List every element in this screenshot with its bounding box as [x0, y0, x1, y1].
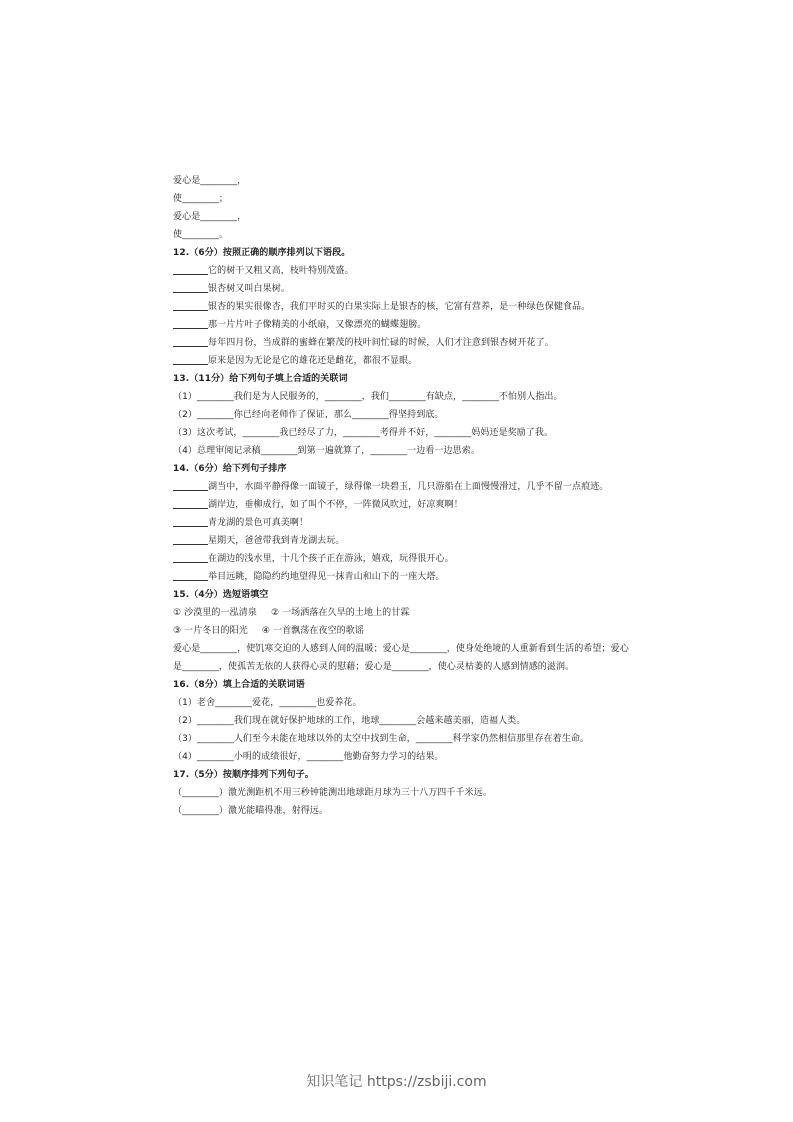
answer-blank[interactable]: [173, 282, 208, 293]
answer-blank[interactable]: [173, 336, 208, 347]
q15-paragraph: 爱心是________，使饥寒交迫的人感到人间的温暖；爱心是________，使身处绝境的人重新看到生活的希望；爱心是________，使孤苦无依的人获得心灵的慰藉；爱心是________，使心灵枯萎的人感到情感的滋润。: [173, 644, 629, 672]
answer-blank[interactable]: [173, 498, 208, 509]
option: ③ 一片冬日的阳光: [173, 626, 248, 636]
q16-item: （1）老舍________爱花，________也爱养花。: [173, 698, 362, 708]
q16-item: （2）________我们现在就好保护地球的工作，地球________会越来越美丽，造福人类。: [173, 716, 526, 726]
text-line: 爱心是________，: [173, 212, 247, 222]
q14-item: 在湖边的浅水里，十几个孩子正在游泳，嬉戏，玩得很开心。: [173, 550, 633, 568]
answer-blank[interactable]: [173, 570, 208, 581]
answer-blank[interactable]: [173, 318, 208, 329]
q17-item: （________）激光能瞄得准，射得远。: [173, 806, 329, 816]
answer-blank[interactable]: [173, 534, 208, 545]
text-line: 爱心是________，: [173, 176, 247, 186]
q12-item: 每年四月份，当成群的蜜蜂在繁茂的枝叶间忙碌的时候，人们才注意到银杏树开花了。: [173, 334, 633, 352]
watermark-footer: 知识笔记 https://zsbiji.com: [306, 1074, 487, 1090]
text-line: 使________；: [173, 194, 229, 204]
q14-item: 青龙湖的景色可真美啊！: [173, 514, 633, 532]
q16-item: （4）________小明的成绩很好，________他勤奋努力学习的结果。: [173, 752, 444, 762]
answer-blank[interactable]: [173, 516, 208, 527]
q17-item: （________）激光测距机不用三秒钟能测出地球距月球为三十八万四千千米远。: [173, 788, 492, 798]
q13-item: （3）这次考试，________我已经尽了力，________考得并不好，________妈妈还是奖励了我。: [173, 428, 554, 438]
answer-blank[interactable]: [173, 480, 208, 491]
q13-item: （4）总理审阅记录稿________到第一遍就算了，________一边看一边思索。: [173, 446, 480, 456]
q14-item: 湖当中，水面平静得像一面镜子，绿得像一块碧玉，几只游船在上面慢慢滑过，几乎不留一点痕迹。: [173, 478, 633, 496]
q13-item: （1）________我们是为人民服务的，________，我们________有缺点，________不怕别人指出。: [173, 392, 563, 402]
q15-options: [173, 622, 633, 640]
answer-blank[interactable]: [173, 552, 208, 563]
q12-item: 原来是因为无论是它的雄花还是雌花，都很不显眼。: [173, 352, 633, 370]
q13-item: （2）________你已经向老师作了保证，那么________得坚持到底。: [173, 410, 444, 420]
q15-options: [173, 604, 633, 622]
q14-item: 星期天，爸爸带我到青龙湖去玩。: [173, 532, 633, 550]
option: ④ 一首飘荡在夜空的歌谣: [261, 626, 364, 636]
q12-item: 那一片片叶子像精美的小纸扇，又像漂亮的蝴蝶翅膀。: [173, 316, 633, 334]
question-16-title: 16.（8分）填上合适的关联词语: [173, 680, 305, 690]
q16-item: （3）________人们至今未能在地球以外的太空中找到生命，________科学家仍然相信那里存在着生命。: [173, 734, 590, 744]
question-17-title: 17.（5分）按顺序排列下列句子。: [173, 770, 314, 780]
q14-item: 举目远眺，隐隐约约地望得见一抹青山和山下的一座大塔。: [173, 568, 633, 586]
document-page: [173, 172, 633, 820]
question-15-title: 15.（4分）选短语填空: [173, 590, 269, 600]
q14-item: 湖岸边，垂柳成行，如了叫个不停，一阵微风吹过，好凉爽啊！: [173, 496, 633, 514]
answer-blank[interactable]: [173, 354, 208, 365]
question-12-title: 12.（6分）按照正确的顺序排列以下语段。: [173, 248, 351, 258]
question-14-title: 14.（6分）给下列句子排序: [173, 464, 287, 474]
q12-item: 它的树干又粗又高，枝叶特别茂盛。: [173, 262, 633, 280]
q12-item: 银杏树又叫白果树。: [173, 280, 633, 298]
option: ① 沙漠里的一泓清泉: [173, 608, 257, 618]
q12-item: 银杏的果实很像杏，我们平时买的白果实际上是银杏的核，它富有营养，是一种绿色保健食品。: [173, 298, 633, 316]
option: ② 一场洒落在久旱的土地上的甘霖: [270, 608, 410, 618]
question-13-title: 13.（11分）给下列句子填上合适的关联词: [173, 374, 348, 384]
answer-blank[interactable]: [173, 264, 208, 275]
answer-blank[interactable]: [173, 300, 208, 311]
text-line: 使________。: [173, 230, 229, 240]
